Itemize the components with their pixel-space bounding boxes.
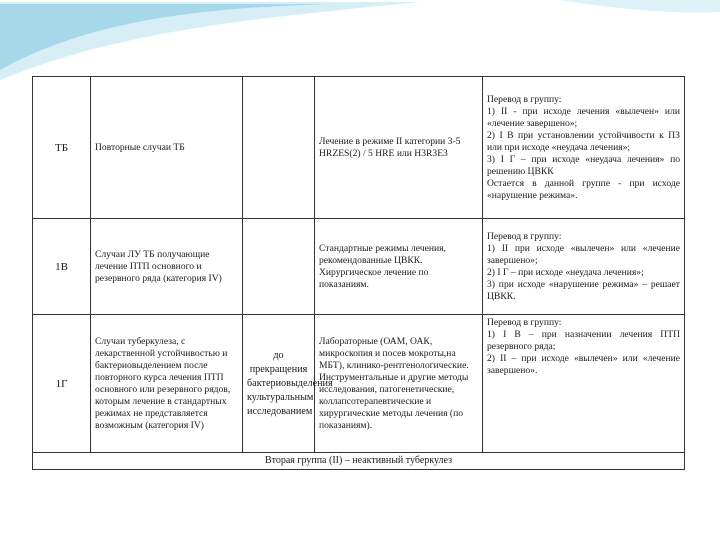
transfer-line: 2) I Г – при исходе «неудача лечения»;: [487, 266, 644, 278]
case-description-cell: Случаи ЛУ ТБ получающие лечение ПТП основного и резервного ряда (категория IV): [91, 219, 243, 315]
group-transfer-cell: [483, 219, 685, 315]
table-footer-row: [33, 453, 685, 470]
transfer-line: 3) при исходе «нарушение режима» – решает ЦВКК.: [487, 278, 680, 302]
transfer-line: 3) I Г – при исходе «неудача лечения» по решению ЦВКК: [487, 153, 680, 177]
patient-groups-table: [32, 76, 685, 470]
treatment-cell: Лечение в режиме II категории 3-5 HRZES(2) / 5 HRE или H3R3E3: [315, 77, 483, 219]
duration-cell: [243, 77, 315, 219]
group-transfer-cell: [483, 315, 685, 453]
transfer-line: Перевод в группу:: [487, 93, 562, 105]
wave-light: [0, 2, 420, 80]
table-row: [33, 315, 685, 453]
group-transfer-cell: [483, 77, 685, 219]
second-group-heading: Вторая группа (II) – неактивный туберкулез: [33, 453, 685, 470]
wave-right: [560, 0, 720, 13]
group-code-cell: 1Г: [33, 315, 91, 453]
treatment-cell: Лабораторные (ОАМ, ОАК, микроскопия и посев мокроты,на МБТ), клинико-рентгенологические. Инструментальные и другие методы исследования, патогенетические, коллапсотерапевтические и хирургические методы лечения (по показаниям).: [315, 315, 483, 453]
treatment-cell: Стандартные режимы лечения, рекомендованные ЦВКК. Хирургическое лечение по показаниям.: [315, 219, 483, 315]
duration-cell: до прекращения бактериовыделения культуральным исследованием: [243, 315, 315, 453]
transfer-line: 1) I В – при назначении лечения ПТП резервного ряда;: [487, 329, 680, 352]
case-description-cell: Случаи туберкулеза, с лекарственной устойчивостью и бактериовыделением после повторного курса лечения ПТП основного или резервного рядов, которым лечение в стандартных режимах не представляется возможным (категория IV): [91, 315, 243, 453]
case-description-cell: Повторные случаи ТБ: [91, 77, 243, 219]
transfer-line: Остается в данной группе - при исходе «нарушение режима».: [487, 177, 680, 201]
transfer-line: 2) I В при установлении устойчивости к ПЗ или при исходе «неудача лечения»;: [487, 129, 680, 153]
group-code-cell: 1В: [33, 219, 91, 315]
group-code-cell: ТБ: [33, 77, 91, 219]
table-row: [33, 77, 685, 219]
table-row: [33, 219, 685, 315]
duration-cell: [243, 219, 315, 315]
transfer-line: 1) II при исходе «вылечен» или «лечение завершено»;: [487, 242, 680, 266]
transfer-line: Перевод в группу:: [487, 230, 562, 242]
transfer-line: 2) II – при исходе «вылечен» или «лечение завершено».: [487, 353, 680, 376]
transfer-line: Перевод в группу:: [487, 317, 562, 328]
transfer-line: 1) II - при исходе лечения «вылечен» или «лечение завершено»;: [487, 105, 680, 129]
